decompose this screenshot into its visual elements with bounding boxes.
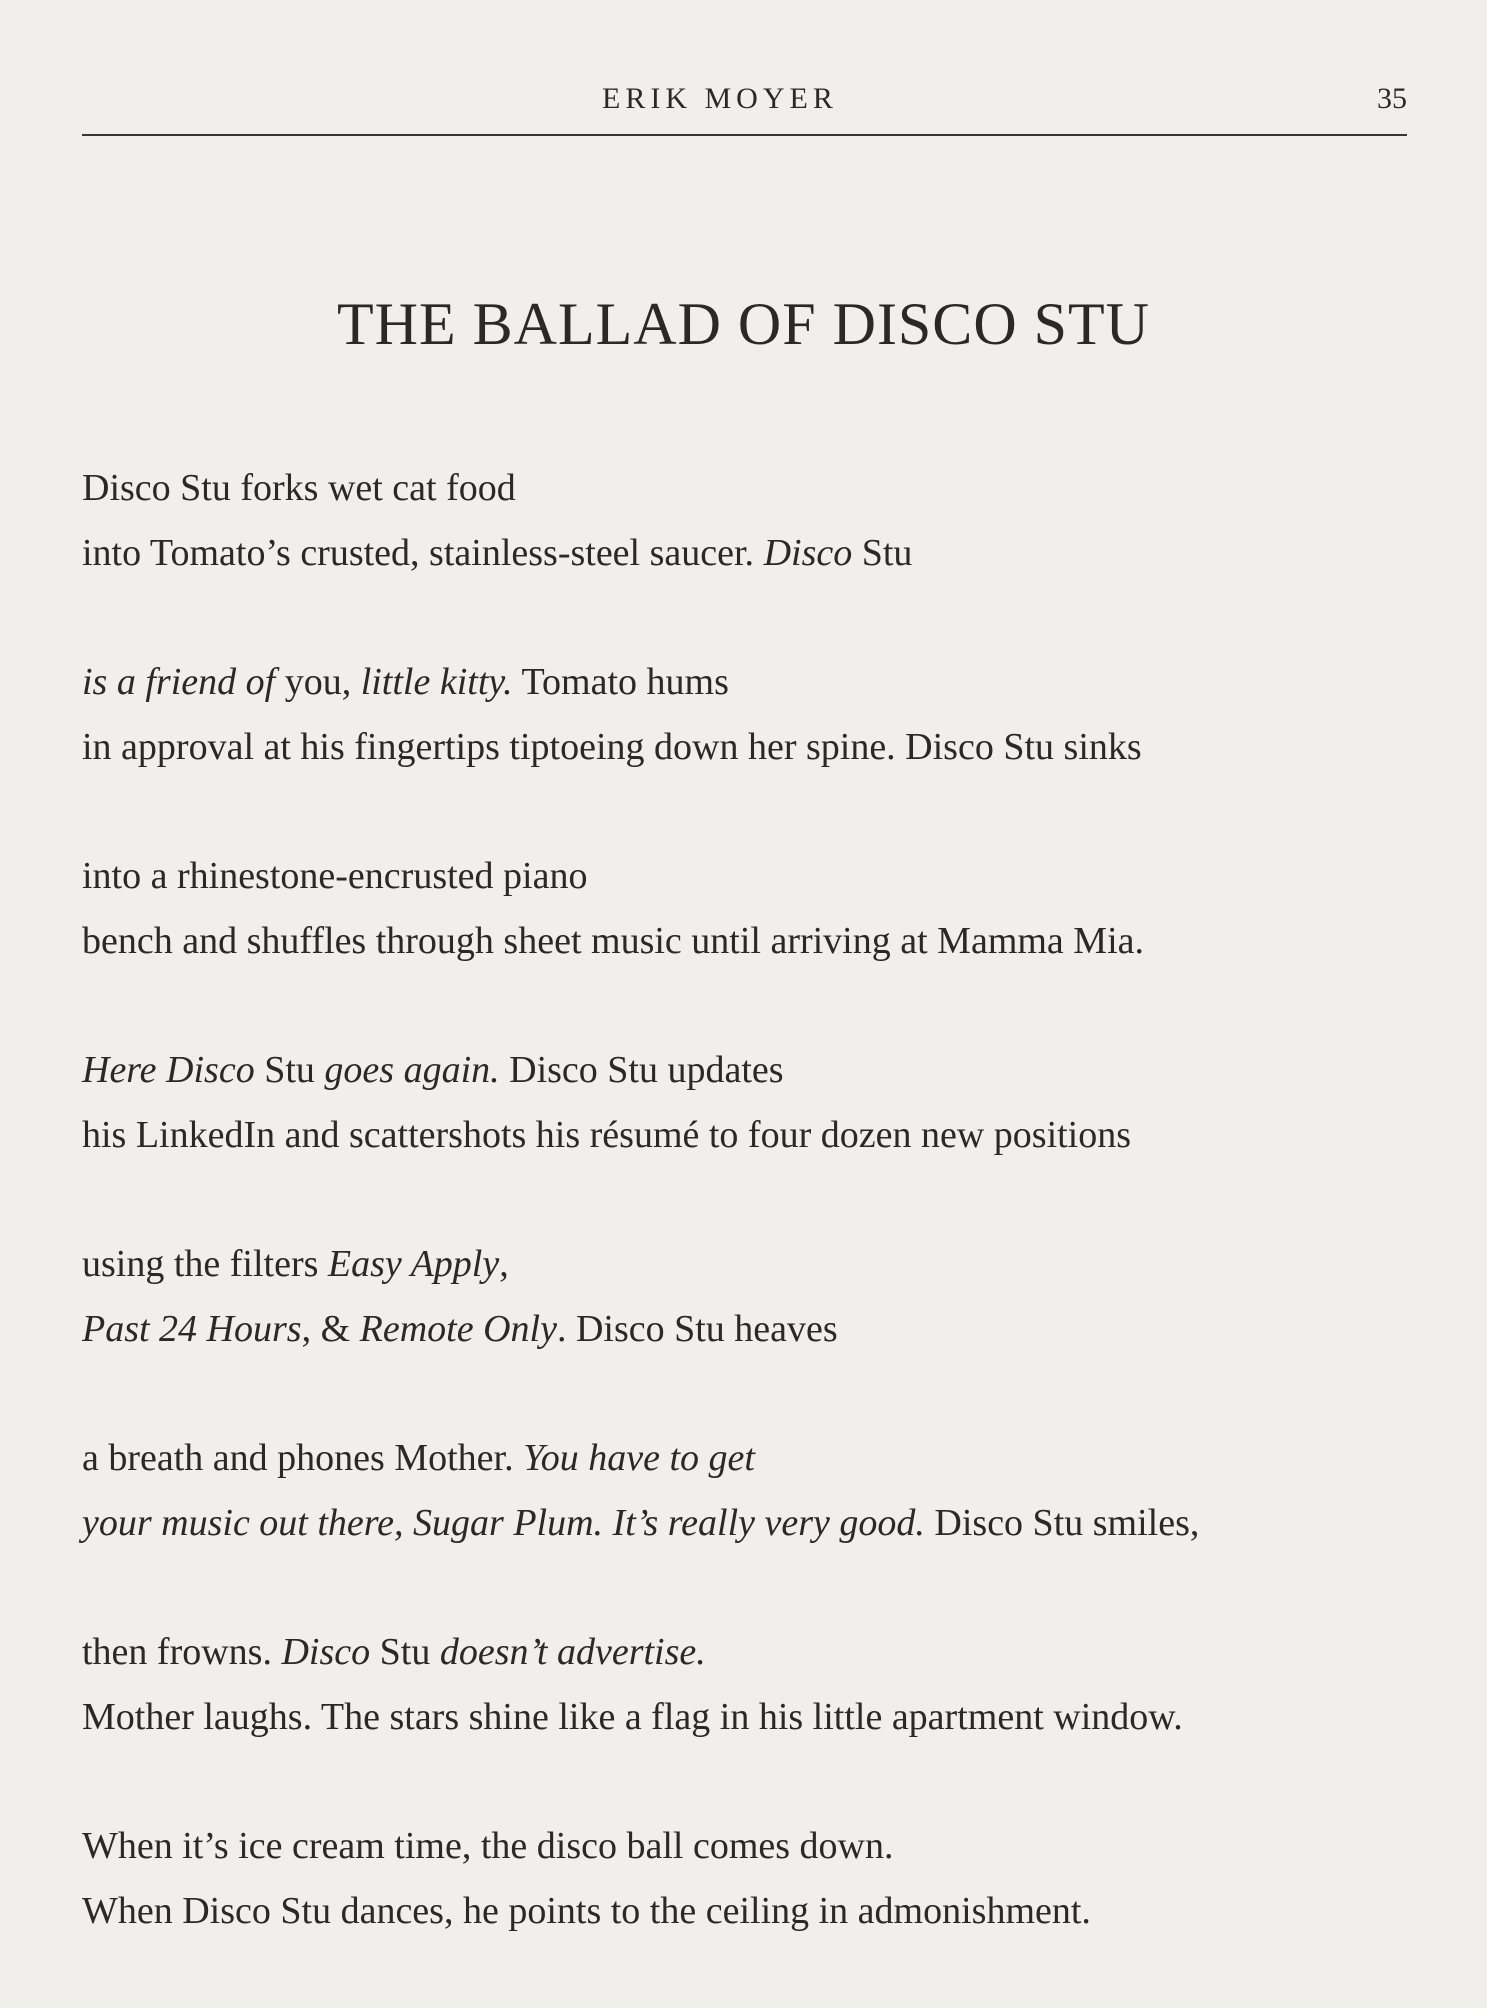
line-text: , &: [301, 1308, 360, 1350]
italic-text: Here Disco: [82, 1049, 255, 1091]
line-text: Disco Stu updates: [499, 1049, 784, 1091]
poem-line: [82, 521, 1412, 586]
stanza: [82, 456, 1412, 586]
line-text: in approval at his fingertips tiptoeing down her spine. Disco Stu sinks: [82, 726, 1142, 768]
line-text: a breath and phones Mother.: [82, 1437, 524, 1479]
italic-text: You have to get: [523, 1437, 755, 1479]
italic-text: is a friend of: [82, 661, 276, 703]
stanza: [82, 1038, 1412, 1168]
poem-line: [82, 909, 1412, 974]
poem-line: [82, 650, 1412, 715]
italic-text: Easy Apply: [327, 1243, 500, 1285]
line-text: Disco Stu forks wet cat food: [82, 467, 516, 509]
running-header: [82, 78, 1407, 138]
stanza: [82, 1232, 1412, 1362]
stanza: [82, 1426, 1412, 1556]
poem-line: [82, 456, 1412, 521]
italic-text: goes again.: [324, 1049, 500, 1091]
line-text: Mother laughs. The stars shine like a flag in his little apartment window.: [82, 1696, 1183, 1738]
page-number: 35: [1377, 82, 1407, 115]
poem-line: [82, 1685, 1412, 1750]
line-text: you,: [275, 661, 361, 703]
stanza: [82, 1814, 1412, 1944]
italic-text: Disco: [281, 1631, 371, 1673]
line-text: When Disco Stu dances, he points to the ceiling in admonishment.: [82, 1890, 1091, 1932]
italic-text: Disco: [763, 532, 853, 574]
italic-text: little kitty.: [360, 661, 513, 703]
poem-line: [82, 1879, 1412, 1944]
poem-line: [82, 1232, 1412, 1297]
poem-line: [82, 1103, 1412, 1168]
line-text: When it’s ice cream time, the disco ball comes down.: [82, 1825, 894, 1867]
line-text: then frowns.: [82, 1631, 282, 1673]
line-text: bench and shuffles through sheet music until arriving at Mamma Mia.: [82, 920, 1145, 962]
poem-body: [82, 456, 1412, 2008]
poem-line: [82, 1814, 1412, 1879]
line-text: Tomato hums: [512, 661, 729, 703]
poem-line: [82, 1491, 1412, 1556]
italic-text: doesn’t advertise.: [439, 1631, 706, 1673]
line-text: into a rhinestone-encrusted piano: [82, 855, 588, 897]
italic-text: your music out there, Sugar Plum. It’s really very good.: [82, 1502, 925, 1544]
line-text: Disco Stu smiles,: [924, 1502, 1200, 1544]
line-text: Stu: [370, 1631, 440, 1673]
stanza: [82, 650, 1412, 780]
poem-line: [82, 1426, 1412, 1491]
line-text: . Disco Stu heaves: [556, 1308, 838, 1350]
line-text: his LinkedIn and scattershots his résumé to four dozen new positions: [82, 1114, 1132, 1156]
line-text: Stu: [852, 532, 913, 574]
line-text: Stu: [254, 1049, 325, 1091]
poem-title: THE BALLAD OF DISCO STU: [336, 291, 1151, 357]
stanza: [82, 844, 1412, 974]
italic-text: Remote Only: [359, 1308, 557, 1350]
running-header-author: ERIK MOYER: [602, 82, 838, 115]
poem-line: [82, 715, 1412, 780]
poem-line: [82, 1297, 1412, 1362]
line-text: into Tomato’s crusted, stainless-steel saucer.: [82, 532, 764, 574]
poem-line: [82, 1620, 1412, 1685]
line-text: using the filters: [82, 1243, 328, 1285]
poem-line: [82, 1038, 1412, 1103]
italic-text: Past 24 Hours: [82, 1308, 302, 1350]
poem-line: [82, 844, 1412, 909]
header-rule: [82, 134, 1407, 136]
stanza: [82, 1620, 1412, 1750]
line-text: ,: [499, 1243, 509, 1285]
